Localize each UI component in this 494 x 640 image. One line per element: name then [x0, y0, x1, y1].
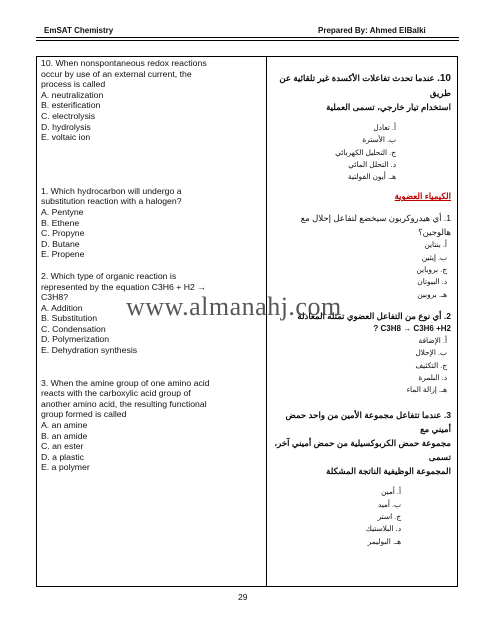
option: هـ. بروبين: [417, 289, 447, 299]
option: ج. بروباين: [416, 265, 447, 275]
section-heading: الكيمياء العضوية: [394, 191, 451, 202]
option: C. Propyne: [41, 228, 85, 239]
question-2-ar: 2. أي نوع من التفاعل العضوي تمثله المعادلة: [297, 310, 451, 321]
option: D. Polymerization: [41, 334, 110, 345]
option: A. neutralization: [41, 89, 104, 100]
question-line: 2. Which type of organic reaction is: [41, 270, 177, 281]
header-rule-top: [36, 37, 459, 38]
website-watermark: www.almanahj.com: [126, 292, 342, 321]
question-line: substitution reaction with a halogen?: [41, 196, 182, 207]
option: ج. التكثيف: [415, 360, 447, 370]
page-number: 29: [238, 592, 248, 602]
options-3-ar: [271, 486, 451, 547]
option: B. esterification: [41, 100, 101, 111]
option: ب. إيثين: [421, 252, 447, 262]
option: E. Propene: [41, 249, 85, 260]
option: A. Pentyne: [41, 206, 84, 217]
option: E. voltaic ion: [41, 132, 91, 143]
question-line: another amino acid, the resulting functional: [41, 398, 207, 409]
option: D. a plastic: [41, 451, 84, 462]
option: ج. استر: [377, 512, 401, 522]
header-author: Prepared By: Ahmed ElBalki: [318, 26, 426, 35]
option: A. an amine: [41, 420, 88, 431]
question-line: عندما تحدث تفاعلات الأكسدة غير تلقائية عن طريق: [279, 73, 451, 98]
header-rule-bottom: [36, 40, 459, 41]
question-line: represented by the equation C3H6 + H2 →: [41, 281, 206, 292]
option: D. hydrolysis: [41, 121, 91, 132]
question-line: C3H8?: [41, 292, 69, 303]
option: د. البلاستيك: [365, 524, 401, 534]
question-line: group formed is called: [41, 409, 127, 420]
options-2-ar: [271, 335, 451, 396]
question-number: 10.: [437, 73, 451, 84]
question-10-ar: [271, 71, 451, 114]
option: د. البيوتان: [417, 277, 447, 287]
question-line: مجموعة حمض الكربوكسيلية من حمض أميني آخر، تسمى: [274, 438, 451, 463]
header-subject: EmSAT Chemistry: [44, 26, 114, 35]
question-line: 10. When nonspontaneous redox reactions: [41, 58, 207, 68]
english-column: [41, 58, 263, 473]
option: ب. أميد: [377, 499, 401, 509]
option: A. Addition: [41, 302, 83, 313]
question-line: occur by use of an external current, the: [41, 68, 192, 79]
option: C. an ester: [41, 441, 84, 452]
question-3-ar: [271, 408, 451, 478]
option: أ. بنتاين: [424, 240, 447, 250]
option: B. Substitution: [41, 313, 98, 324]
option: د. التحلل المائي: [348, 159, 396, 169]
option: C. Condensation: [41, 323, 106, 334]
question-line: process is called: [41, 79, 106, 90]
option: E. Dehydration synthesis: [41, 345, 138, 356]
question-1-en: [41, 186, 263, 260]
question-line: استخدام تيار خارجي، تسمى العملية: [326, 102, 451, 112]
option: D. Butane: [41, 238, 80, 249]
option: ج. التحليل الكهربائي: [335, 147, 396, 157]
option: أ. الإضافة: [418, 335, 447, 345]
reaction-equation: ? C3H8 → C3H6 +H2: [373, 323, 451, 333]
option: E. a polymer: [41, 462, 90, 473]
question-line: 3. عندما تتفاعل مجموعة الأمين من واحد حمض أميني مع: [285, 410, 451, 435]
question-3-en: [41, 378, 263, 473]
option: B. an amide: [41, 430, 88, 441]
option: د. البلمرة: [418, 372, 447, 382]
option: هـ. البوليمر: [367, 536, 401, 546]
question-1-ar: 1. أي هيدروكربون سيخضع لتفاعل إحلال مع هالوجين؟: [300, 213, 451, 238]
option: ب. الأسترة: [362, 135, 396, 145]
option: C. electrolysis: [41, 110, 96, 121]
option: هـ. إزالة الماء: [406, 385, 447, 395]
options-10-ar: [271, 122, 451, 183]
option: ب. الإحلال: [415, 348, 447, 358]
option: B. Ethene: [41, 217, 80, 228]
question-line: 1. Which hydrocarbon will undergo a: [41, 185, 182, 196]
option: أ. تعادل: [373, 123, 396, 132]
option: هـ. أيون الفولتية: [347, 172, 396, 182]
question-line: المجموعة الوظيفية الناتجة المشكلة: [326, 466, 451, 477]
option: أ. أمين: [380, 487, 401, 497]
question-10-en: [41, 58, 263, 143]
question-line: reacts with the carboxylic acid group of: [41, 388, 191, 399]
question-line: 3. When the amine group of one amino acid: [41, 377, 210, 388]
